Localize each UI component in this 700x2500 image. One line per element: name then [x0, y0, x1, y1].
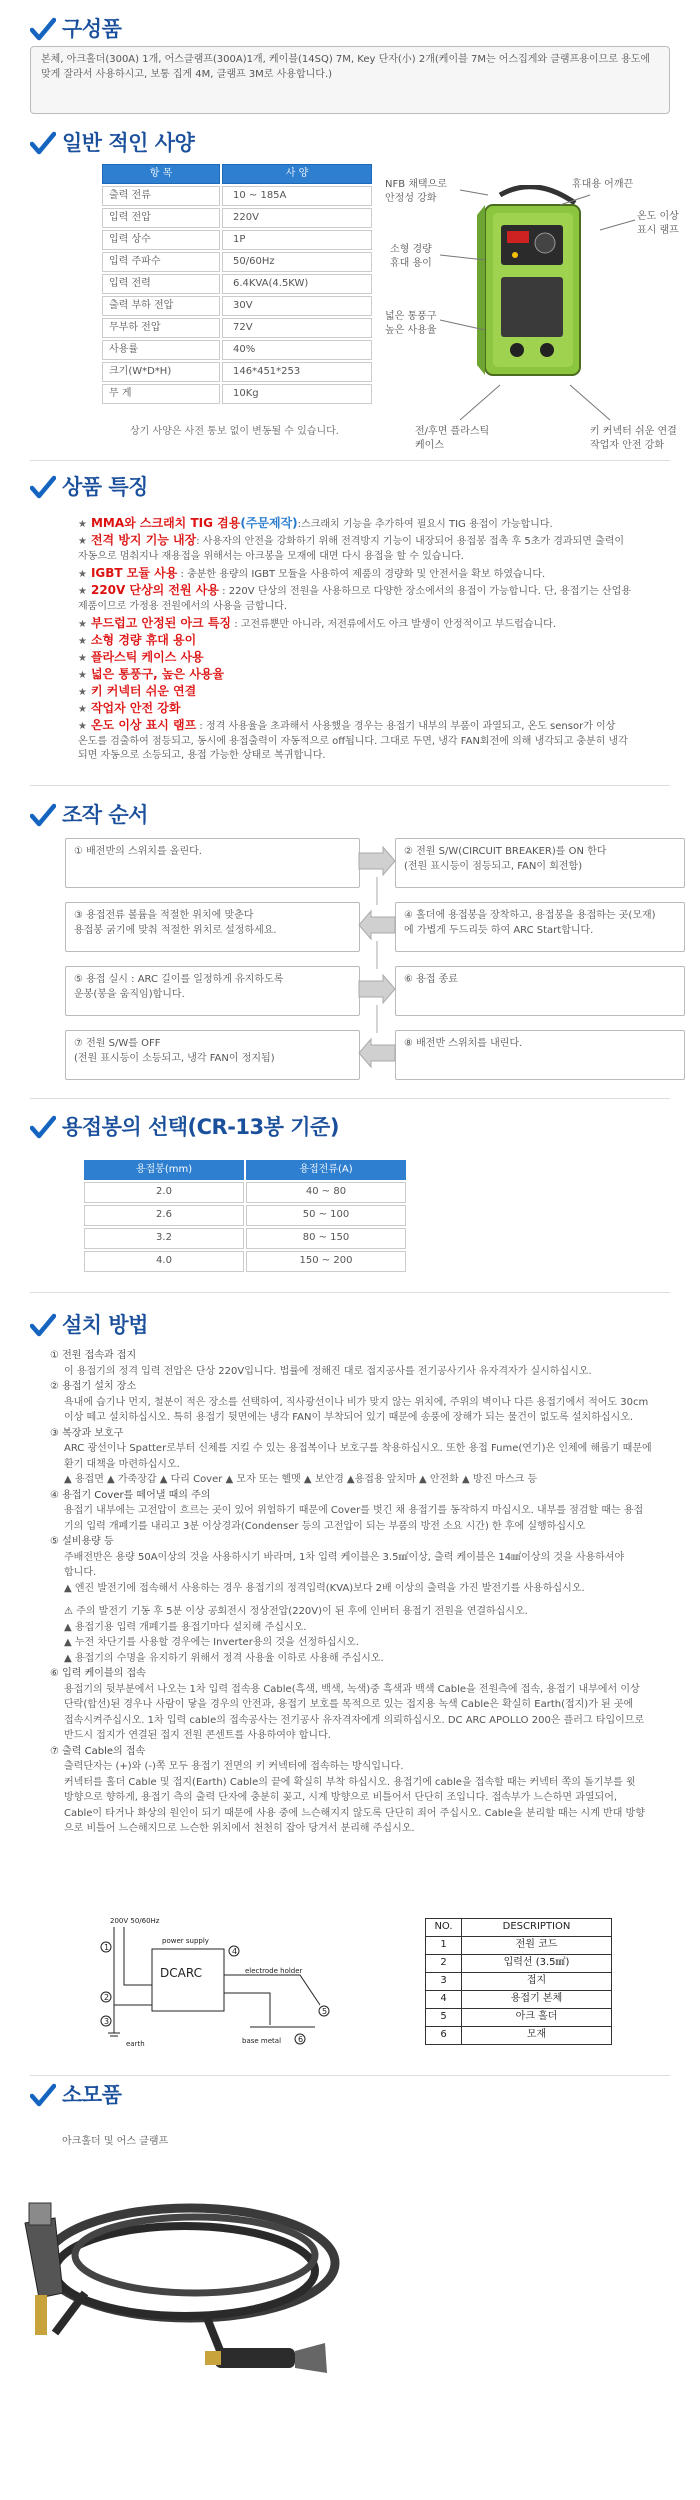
feature-item: [78, 649, 678, 667]
install-line: 합니다.: [64, 1567, 97, 1578]
feature-highlight: IGBT 모듈 사용: [90, 566, 178, 580]
spec-key: 입력 전력: [102, 274, 220, 294]
feature-highlight: 소형 경량 휴대 용이: [90, 633, 197, 647]
procedure-step-4: ④ 홀더에 용접봉을 장착하고, 용접봉을 용접하는 곳(모재) 에 가볍게 두드리듯 하여 ARC Start합니다.: [395, 902, 685, 952]
rod-col-size: 용접봉(mm): [84, 1160, 244, 1180]
feature-subnote: (주문제작): [240, 516, 298, 530]
star-icon: ★: [78, 536, 87, 547]
holder-and-clamp-image: [15, 2183, 345, 2393]
spec-key: 사용률: [102, 340, 220, 360]
rod-current: 50 ~ 100: [246, 1205, 406, 1226]
callout-nfb-text: NFB 채택으로 안정성 강화: [385, 179, 447, 204]
feature-highlight: 플라스틱 케이스 사용: [90, 650, 204, 664]
wiring-diagram: [100, 1915, 340, 2050]
install-line: 환기 대책을 마련하십시오.: [64, 1458, 180, 1470]
diagram-num: 3: [104, 2017, 110, 2026]
spec-key: 무 게: [102, 384, 220, 404]
spec-col-item: 항 목: [102, 164, 220, 184]
feature-item: [78, 683, 678, 701]
feature-desc: : 사용자의 안전을 강화하기 위해 전격방지 기능이 내장되어 용접봉 접촉 후 5초가 경과되면 출력이 자동으로 멈춰지나 재용접을 위해서는 아크봉을 모재에 대면 다시 용접을 할 수 있습니다.: [78, 536, 625, 562]
rod-size: 2.6: [84, 1205, 244, 1226]
rod-table: [82, 1158, 408, 1274]
feature-item: [78, 515, 678, 533]
feature-highlight: 온도 이상 표시 램프: [90, 718, 197, 732]
install-line: 단락(합선)된 경우나 사람이 닿을 경우의 안전과, 용접기 보호를 목적으로 있는 접지용 녹색 Cable은 확실히 Earth(접지)가 된 곳에: [64, 1699, 634, 1710]
install-line: 커넥터를 홀더 Cable 및 접지(Earth) Cable의 끝에 확실히 부착 하십시오. 용접기에 cable을 접속할 때는 커넥터 쪽의 돌기부를 윗: [64, 1776, 636, 1788]
install-line: ▲ 엔진 발전기에 접속해서 사용하는 경우 용접기의 정격입력(KVA)보다 2배 이상의 출력을 가진 발전기를 사용하십시오.: [64, 1582, 585, 1594]
install-line: 기의 입력 개폐기를 내리고 3분 이상경과(Condenser 등의 고전압이 되는 부품의 방전 소요 시간) 한 후에 실행하십시오: [64, 1520, 586, 1532]
spec-key: 크기(W*D*H): [102, 362, 220, 382]
spec-value: 220V: [222, 208, 372, 228]
feature-highlight: MMA와 스크래치 TIG 겸용: [90, 516, 241, 530]
table-row: [84, 1228, 406, 1249]
diagram-num: 6: [298, 2035, 304, 2044]
spec-value: 10 ~ 185A: [222, 186, 372, 206]
star-icon: ★: [78, 636, 87, 647]
desc-no: 6: [426, 2027, 462, 2045]
diagram-num: 4: [232, 1947, 238, 1956]
spec-value: 40%: [222, 340, 372, 360]
diagram-power-label: 200V 50/60Hz: [110, 1917, 160, 1925]
feature-item: [78, 532, 678, 564]
callout-compact-text: 소형 경량 휴대 용이: [390, 244, 432, 269]
earth-clamp-icon: [25, 2203, 63, 2335]
install-line: 이상 떼고 설치하십시오. 특히 용접기 뒷면에는 냉각 FAN이 부착되어 있기 때문에 송풍에 장해가 되는 물건이 없도록 설치하십시오.: [64, 1412, 634, 1423]
procedure-step-1: ① 배전반의 스위치를 올린다.: [65, 838, 360, 888]
electrode-holder-icon: [205, 2343, 327, 2373]
star-icon: ★: [78, 619, 87, 630]
callout-temp-text: 온도 이상 표시 램프: [637, 211, 679, 236]
install-warning-text: 주의 발전기 기동 후 5분 이상 공회전시 정상전압(220V)이 된 후에 인버터 용접기 전원을 연결하십시오.: [76, 1606, 528, 1617]
checkmark-icon: [30, 803, 56, 827]
install-line: 방향으로 향하게, 용접기 측의 출력 단자에 충분히 꽂고, 시계 방향으로 비틀어서 단단히 조입니다. 접속부가 느슨하면 과열되어,: [64, 1792, 618, 1803]
diagram-num: 2: [104, 1993, 110, 2002]
left-arrow-icon: [359, 911, 395, 939]
rod-size: 3.2: [84, 1228, 244, 1249]
feature-highlight: 넓은 통풍구, 높은 사용율: [90, 667, 224, 681]
right-arrow-icon: [359, 975, 395, 1003]
star-icon: ★: [78, 670, 87, 681]
spec-key: 입력 주파수: [102, 252, 220, 272]
desc-text: 접지: [462, 1973, 612, 1991]
spec-key: 출력 부하 전압: [102, 296, 220, 316]
features-title: 상품 특징: [62, 474, 148, 499]
composition-title: 구성품: [62, 16, 122, 41]
diagram-num: 5: [322, 2007, 328, 2016]
desc-text: 용접기 본체: [462, 1991, 612, 2009]
desc-text: 모재: [462, 2027, 612, 2045]
desc-col-no: NO.: [426, 1919, 462, 1937]
star-icon: ★: [78, 586, 87, 597]
right-arrow-icon: [359, 847, 395, 875]
install-line: 출력단자는 (+)와 (-)쪽 모두 용접기 전면의 키 커넥터에 접속하는 방식입니다.: [64, 1761, 404, 1772]
desc-col-description: DESCRIPTION: [462, 1919, 612, 1937]
procedure-step-6: ⑥ 용접 종료: [395, 966, 685, 1016]
install-line: 주배전반은 용량 50A이상의 것을 사용하시기 바라며, 1차 입력 케이블은 3.5㎟이상, 출력 케이블은 14㎟이상의 것을 사용하셔야: [64, 1551, 625, 1563]
accessories-title: 소모품: [62, 2082, 122, 2107]
install-body: [50, 1348, 670, 1837]
composition-text: 본체, 아크홀더(300A) 1개, 어스클램프(300A)1개, 케이블(14SQ) 7M, Key 단자(小) 2개(케이블 7M는 어스집게와 클램프용이므로 용도에 맞게 잘라서 사용하시고, 보통 집게 4M, 클램프 3M로 사용합니다.): [41, 54, 651, 80]
feature-highlight: 전격 방지 기능 내장: [90, 533, 197, 547]
install-line: 반드시 접지가 연결된 접지 전원 콘센트를 사용하여야 합니다.: [64, 1730, 331, 1741]
install-line: ④ 용접기 Cover를 떼어낼 때의 주의: [50, 1489, 211, 1501]
feature-desc: :스크래치 기능을 추가하여 필요시 TIG 용접이 가능합니다.: [297, 519, 553, 530]
star-icon: ★: [78, 687, 87, 698]
star-icon: ★: [78, 653, 87, 664]
table-row: [426, 1937, 612, 1955]
spec-value: 10Kg: [222, 384, 372, 404]
install-line: 접속시켜주십시오. 1차 입력 cable의 접속공사는 전기공사 유자격자에게 의뢰하십시오. DC ARC APOLLO 200은 플러그 타입이므로: [64, 1714, 645, 1726]
rods-header: [30, 1112, 339, 1142]
install-line: ▲ 용접기의 수명을 유지하기 위해서 정격 사용율 이하로 사용해 주십시오.: [64, 1652, 384, 1664]
table-row: [84, 1205, 406, 1226]
feature-item: [78, 632, 678, 650]
install-line: ⑥ 입력 케이블의 접속: [50, 1668, 146, 1679]
divider: [30, 1098, 670, 1099]
feature-highlight: 부드럽고 안정된 아크 특징: [90, 616, 232, 630]
procedure-step-7: ⑦ 전원 S/W를 OFF (전원 표시등이 소등되고, 냉각 FAN이 정지됨): [65, 1030, 360, 1080]
desc-no: 1: [426, 1937, 462, 1955]
spec-value: 146*451*253: [222, 362, 372, 382]
checkmark-icon: [30, 1313, 56, 1337]
feature-highlight: 키 커넥터 쉬운 연결: [90, 684, 197, 698]
install-title: 설치 방법: [62, 1312, 148, 1337]
spec-value: 72V: [222, 318, 372, 338]
feature-item: [78, 700, 678, 718]
install-line: ⑤ 설비용량 등: [50, 1536, 114, 1547]
procedure-step-2: ② 전원 S/W(CIRCUIT BREAKER)를 ON 한다 (전원 표시등이 점등되고, FAN이 회전함): [395, 838, 685, 888]
callout-case-text: 전/후면 플라스틱 케이스: [415, 426, 490, 451]
install-line: [50, 1596, 670, 1604]
install-header: [30, 1310, 148, 1340]
specs-title: 일반 적인 사양: [62, 130, 195, 155]
feature-desc: : 충분한 용량의 IGBT 모듈을 사용하여 제품의 경량화 및 안전서을 확보 하였습니다.: [177, 569, 546, 580]
accessories-header: [30, 2080, 121, 2110]
star-icon: ★: [78, 519, 87, 530]
diagram-supply-label: power supply: [162, 1937, 209, 1945]
procedure-title: 조작 순서: [62, 802, 148, 827]
install-line: ARC 광선이나 Spatter로부터 신체를 지킬 수 있는 용접복이나 보호구를 착용하십시오. 또한 용접 Fume(연기)은 인체에 해롭기 때문에: [64, 1443, 652, 1454]
table-row: [426, 1991, 612, 2009]
divider: [30, 2075, 670, 2076]
diagram-holder-label: electrode holder: [245, 1967, 303, 1975]
star-icon: ★: [78, 704, 87, 715]
install-line: 용접기의 뒷부분에서 나오는 1차 입력 접속용 Cable(흑색, 백색, 녹색)중 흑색과 백색 Cable을 전원측에 접속, 용접기 내부에서 이상: [64, 1683, 640, 1695]
star-icon: ★: [78, 569, 87, 580]
checkmark-icon: [30, 2083, 56, 2107]
spec-value: 6.4KVA(4.5KW): [222, 274, 372, 294]
procedure-step-5: ⑤ 용접 실시 : ARC 길이를 일정하게 유지하도록 운봉(봉을 움직임)합니다.: [65, 966, 360, 1016]
feature-desc: : 고전류뿐만 아니라, 저전류에서도 아크 발생이 안정적이고 부드럽습니다.: [231, 619, 556, 630]
feature-item: [78, 565, 678, 583]
spec-note: 상기 사양은 사전 통보 없이 변동될 수 있습니다.: [130, 426, 339, 437]
procedure-step-8: ⑧ 배전반 스위치를 내린다.: [395, 1030, 685, 1080]
table-row: [426, 2027, 612, 2045]
callout-key-text: 키 커넥터 쉬운 연결 작업자 안전 강화: [590, 426, 677, 451]
feature-item: [78, 582, 678, 614]
spec-key: 입력 전압: [102, 208, 220, 228]
star-icon: ★: [78, 721, 87, 732]
diagram-num: 1: [104, 1943, 110, 1952]
divider: [30, 1292, 670, 1293]
rod-size: 4.0: [84, 1251, 244, 1272]
desc-text: 아크 홀더: [462, 2009, 612, 2027]
desc-no: 5: [426, 2009, 462, 2027]
install-line: 이 용접기의 정격 입력 전압은 단상 220V입니다. 법률에 정해진 대로 접지공사를 전기공사기사 유자격자가 실시하십시오.: [64, 1365, 592, 1377]
checkmark-icon: [30, 1115, 56, 1139]
description-table: [425, 1918, 612, 2045]
desc-no: 4: [426, 1991, 462, 2009]
procedure-step-3: ③ 용접전류 볼륨을 적절한 위치에 맞춘다 용접봉 굵기에 맞춰 적절한 위치로 설정하세요.: [65, 902, 360, 952]
desc-no: 2: [426, 1955, 462, 1973]
install-line: ▲ 용접기용 입력 개폐기를 용접기마다 설치해 주십시오.: [64, 1621, 307, 1633]
checkmark-icon: [30, 475, 56, 499]
spec-key: 입력 상수: [102, 230, 220, 250]
install-line: 욕내에 습기나 먼지, 철분이 적은 장소를 선택하여, 직사광선이나 비가 맞지 않는 위치에, 주위의 벽이나 다른 용접기에서 적어도 30cm: [64, 1396, 649, 1408]
feature-highlight: 작업자 안전 강화: [90, 701, 181, 715]
install-line: ① 전원 접속과 접지: [50, 1350, 137, 1361]
feature-highlight: 220V 단상의 전원 사용: [90, 583, 219, 597]
rods-title: 용접봉의 선택(CR-13봉 기준): [62, 1114, 339, 1139]
desc-text: 전원 코드: [462, 1937, 612, 1955]
table-row: [426, 1955, 612, 1973]
callout-leader-lines: [0, 0, 700, 480]
features-header: [30, 472, 148, 502]
table-row: [426, 2009, 612, 2027]
feature-item: [78, 615, 678, 633]
install-line: ▲ 누전 차단기를 사용할 경우에는 Inverter용의 것을 선정하십시오.: [64, 1637, 359, 1648]
install-line: ⑦ 출력 Cable의 접속: [50, 1745, 146, 1757]
table-row: [84, 1251, 406, 1272]
spec-key: 무부하 전압: [102, 318, 220, 338]
desc-no: 3: [426, 1973, 462, 1991]
install-line: Cable이 타거나 화상의 원인이 되기 때문에 사용 중에 느슨해지지 않도록 단단히 죄어 주십시오. Cable을 분리할 때는 시계 반대 방향: [64, 1807, 645, 1819]
install-line: 용접기 내부에는 고전압이 흐르는 곳이 있어 위험하기 때문에 Cover를 벗긴 채 용접기를 동작하지 마십시오. 내부를 점검할 때는 용접: [64, 1505, 644, 1516]
install-line: ▲ 용접면 ▲ 가죽장갑 ▲ 다리 Cover ▲ 모자 또는 헬멧 ▲ 보안경 ▲용접용 앞치마 ▲ 안전화 ▲ 방진 마스크 등: [64, 1474, 538, 1485]
procedure-header: [30, 800, 148, 830]
rod-size: 2.0: [84, 1182, 244, 1203]
warning-icon: ⚠: [64, 1606, 77, 1617]
spec-value: 30V: [222, 296, 372, 316]
table-row: [84, 1182, 406, 1203]
callout-vent-text: 넓은 통풍구 높은 사용율: [385, 311, 437, 336]
left-arrow-icon: [359, 1039, 395, 1067]
spec-value: 1P: [222, 230, 372, 250]
install-line: ③ 복장과 보호구: [50, 1427, 124, 1439]
spec-value: 50/60Hz: [222, 252, 372, 272]
diagram-earth-label: earth: [126, 2040, 145, 2048]
feature-desc: : 정격 사용율을 초과해서 사용했을 경우는 용접기 내부의 부품이 과열되고, 온도 sensor가 이상 온도를 검출하여 점등되고, 동시에 용접출력이 자동적으로 off됩니다. 그대로 두면, 냉각 FAN회전에 의해 냉각되고 충분히 냉각 되면 자동으로 소등되고, 용접 가능한 상태로 복귀합니다.: [78, 721, 628, 761]
table-row: [426, 1973, 612, 1991]
spec-key: 출력 전류: [102, 186, 220, 206]
desc-text: 입력선 (3.5㎟): [462, 1955, 612, 1973]
rod-current: 80 ~ 150: [246, 1228, 406, 1249]
callout-shoulder-text: 휴대용 어깨끈: [572, 179, 634, 190]
procedure-arrows: [355, 845, 399, 1075]
install-line: [50, 1604, 670, 1620]
spec-col-spec: 사 양: [222, 164, 372, 184]
feature-item: [78, 666, 678, 684]
rod-current: 150 ~ 200: [246, 1251, 406, 1272]
diagram-dc-label: DCARC: [160, 1966, 202, 1980]
install-line: ② 용접기 설치 장소: [50, 1381, 137, 1392]
divider: [30, 785, 670, 786]
rod-current: 40 ~ 80: [246, 1182, 406, 1203]
install-line: 으로 비틀어 느슨해지므로 느슨한 위치에서 천천히 잡아 당겨서 분리해 주십시오.: [64, 1823, 415, 1834]
feature-desc: : 220V 단상의 전원을 사용하므로 다양한 장소에서의 용접이 가능합니다. 단, 용접기는 산업용 제품이므로 가정용 전원에서의 사용을 금합니다.: [78, 586, 631, 612]
diagram-base-label: base metal: [242, 2037, 282, 2045]
rod-col-current: 용접전류(A): [246, 1160, 406, 1180]
feature-item: [78, 717, 678, 764]
accessories-caption: 아크홀더 및 어스 클램프: [62, 2136, 169, 2147]
divider: [30, 460, 670, 461]
